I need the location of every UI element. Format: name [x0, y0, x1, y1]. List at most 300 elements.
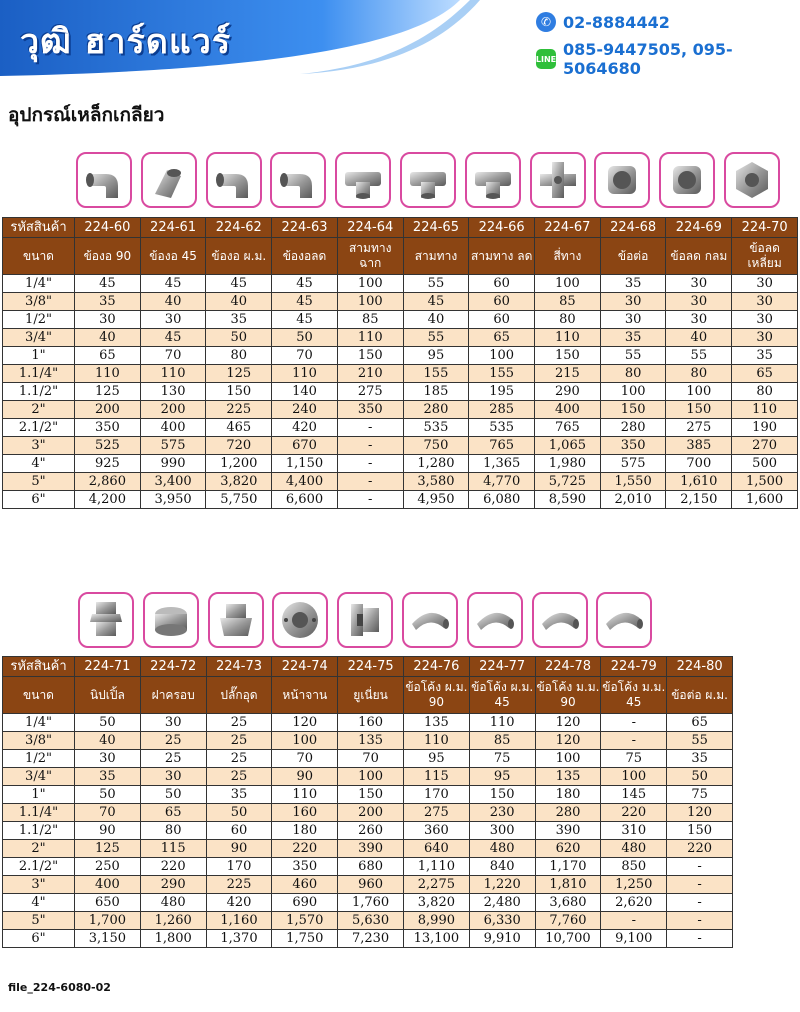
price-cell: 260 [338, 822, 404, 840]
price-cell: - [667, 876, 733, 894]
price-cell: 5,725 [535, 473, 601, 491]
price-cell: 45 [272, 311, 338, 329]
price-cell: 45 [140, 329, 206, 347]
product-code: 224-62 [206, 218, 272, 238]
price-cell: 420 [206, 894, 272, 912]
price-cell: 100 [535, 750, 601, 768]
price-cell: 110 [75, 365, 141, 383]
price-cell: 75 [601, 750, 667, 768]
price-cell: 65 [732, 365, 798, 383]
price-cell: 35 [75, 293, 141, 311]
price-cell: 500 [732, 455, 798, 473]
product-name: สามทาง [403, 238, 469, 275]
price-cell: 25 [140, 750, 206, 768]
price-cell: 120 [535, 714, 601, 732]
size-cell: 5" [3, 473, 75, 491]
product-code: 224-70 [732, 218, 798, 238]
product-name: ข้องอลด [272, 238, 338, 275]
price-cell: 9,910 [469, 930, 535, 948]
product-thumbnails-row-1 [76, 152, 789, 208]
table-row [3, 732, 733, 750]
product-code: 224-80 [667, 657, 733, 677]
table-row [3, 401, 798, 419]
price-cell: 3,950 [140, 491, 206, 509]
product-code: 224-63 [272, 218, 338, 238]
table-row [3, 822, 733, 840]
price-cell: 230 [469, 804, 535, 822]
price-cell: 4,770 [469, 473, 535, 491]
price-cell: 390 [338, 840, 404, 858]
price-cell: 85 [535, 293, 601, 311]
price-cell: 100 [469, 347, 535, 365]
price-cell: - [667, 930, 733, 948]
price-cell: - [337, 437, 403, 455]
product-code: 224-60 [75, 218, 141, 238]
product-thumbnails-row-2 [78, 592, 661, 648]
price-cell: 5,750 [206, 491, 272, 509]
price-cell: 1,980 [535, 455, 601, 473]
price-cell: 85 [469, 732, 535, 750]
size-cell: 2.1/2" [3, 419, 75, 437]
price-cell: 55 [600, 347, 666, 365]
product-name: ข้อลด เหลี่ยม [732, 238, 798, 275]
price-cell: 40 [75, 732, 141, 750]
price-cell: 1,800 [140, 930, 206, 948]
price-cell: 95 [403, 750, 469, 768]
price-cell: 8,990 [403, 912, 469, 930]
price-cell: 275 [666, 419, 732, 437]
price-cell: 350 [272, 858, 338, 876]
table-row [3, 293, 798, 311]
price-cell: 400 [75, 876, 141, 894]
price-cell: 100 [338, 768, 404, 786]
price-cell: 80 [535, 311, 601, 329]
price-cell: 280 [403, 401, 469, 419]
price-cell: 100 [272, 732, 338, 750]
size-cell: 3" [3, 876, 75, 894]
price-cell: 195 [469, 383, 535, 401]
price-cell: 225 [206, 876, 272, 894]
price-cell: 110 [535, 329, 601, 347]
price-cell: 30 [75, 311, 141, 329]
price-cell: 6,330 [469, 912, 535, 930]
price-cell: 140 [272, 383, 338, 401]
size-cell: 1/4" [3, 714, 75, 732]
size-cell: 2" [3, 401, 75, 419]
hex-bushing-fitting-icon [724, 152, 780, 208]
price-cell: 1,150 [272, 455, 338, 473]
price-cell: 150 [338, 786, 404, 804]
price-cell: 5,630 [338, 912, 404, 930]
price-cell: 200 [338, 804, 404, 822]
price-cell: 30 [666, 311, 732, 329]
price-cell: 60 [469, 275, 535, 293]
product-name: ข้อต่อ [600, 238, 666, 275]
price-cell: 480 [601, 840, 667, 858]
size-label: ขนาด [3, 238, 75, 275]
product-name-row [3, 238, 798, 275]
price-cell: 70 [140, 347, 206, 365]
price-cell: - [667, 858, 733, 876]
price-cell: 95 [403, 347, 469, 365]
size-label: ขนาด [3, 677, 75, 714]
price-cell: 220 [140, 858, 206, 876]
table-row [3, 437, 798, 455]
price-cell: 620 [535, 840, 601, 858]
product-code-label: รหัสสินค้า [3, 218, 75, 238]
product-name: ยูเนี่ยน [338, 677, 404, 714]
size-cell: 4" [3, 455, 75, 473]
price-cell: 80 [140, 822, 206, 840]
price-cell: 290 [535, 383, 601, 401]
table-row [3, 768, 733, 786]
price-cell: 65 [469, 329, 535, 347]
price-cell: 525 [75, 437, 141, 455]
price-cell: 120 [272, 714, 338, 732]
price-cell: 1,200 [206, 455, 272, 473]
product-code: 224-61 [140, 218, 206, 238]
price-cell: 110 [272, 365, 338, 383]
price-cell: 35 [75, 768, 141, 786]
table-row [3, 930, 733, 948]
price-cell: 840 [469, 858, 535, 876]
price-cell: 100 [337, 275, 403, 293]
price-cell: 390 [535, 822, 601, 840]
price-cell: - [337, 455, 403, 473]
price-cell: - [337, 419, 403, 437]
table-row [3, 894, 733, 912]
price-cell: 1,170 [535, 858, 601, 876]
price-cell: 170 [206, 858, 272, 876]
file-reference: file_224-6080-02 [8, 981, 111, 994]
price-cell: 280 [535, 804, 601, 822]
elbow-45-fitting-icon [141, 152, 197, 208]
price-cell: 575 [140, 437, 206, 455]
bend-45-fitting-icon [596, 592, 652, 648]
bend-90-fitting-icon [402, 592, 458, 648]
flange-fitting-icon [272, 592, 328, 648]
price-cell: 75 [469, 750, 535, 768]
price-cell: 35 [732, 347, 798, 365]
price-cell: 200 [75, 401, 141, 419]
price-cell: 1,065 [535, 437, 601, 455]
price-cell: 4,200 [75, 491, 141, 509]
price-cell: 460 [272, 876, 338, 894]
size-cell: 2" [3, 840, 75, 858]
price-cell: 30 [600, 293, 666, 311]
table-row [3, 750, 733, 768]
table-row [3, 419, 798, 437]
price-cell: 120 [667, 804, 733, 822]
price-cell: 2,150 [666, 491, 732, 509]
product-name: ข้อโค้ง ผ.ม. 90 [403, 677, 469, 714]
product-name: สามทาง ลด [469, 238, 535, 275]
price-cell: 2,275 [403, 876, 469, 894]
price-cell: 45 [140, 275, 206, 293]
price-cell: 25 [206, 750, 272, 768]
price-cell: 160 [338, 714, 404, 732]
price-cell: - [337, 491, 403, 509]
price-cell: 30 [600, 311, 666, 329]
price-cell: 1,370 [206, 930, 272, 948]
product-code: 224-76 [403, 657, 469, 677]
table-row [3, 858, 733, 876]
price-cell: 60 [469, 311, 535, 329]
price-cell: 3,580 [403, 473, 469, 491]
price-cell: 220 [272, 840, 338, 858]
price-cell: 135 [403, 714, 469, 732]
price-cell: 1,160 [206, 912, 272, 930]
reducing-socket-fitting-icon [659, 152, 715, 208]
price-cell: 50 [206, 804, 272, 822]
price-cell: 135 [535, 768, 601, 786]
price-cell: 1,260 [140, 912, 206, 930]
price-cell: 30 [732, 329, 798, 347]
price-cell: 1,250 [601, 876, 667, 894]
product-name-row [3, 677, 733, 714]
size-cell: 3/4" [3, 768, 75, 786]
line-app-icon: LINE [536, 49, 556, 69]
price-cell: 960 [338, 876, 404, 894]
product-name: ปลั๊กอุด [206, 677, 272, 714]
price-cell: 310 [601, 822, 667, 840]
product-name: ข้อลด กลม [666, 238, 732, 275]
size-cell: 1" [3, 347, 75, 365]
product-name: ข้อโค้ง ม.ม. 90 [535, 677, 601, 714]
size-cell: 1" [3, 786, 75, 804]
price-cell: 120 [535, 732, 601, 750]
price-cell: 30 [140, 714, 206, 732]
price-cell: 40 [75, 329, 141, 347]
street-elbow-fitting-icon [206, 152, 262, 208]
price-cell: 80 [732, 383, 798, 401]
price-cell: 1,365 [469, 455, 535, 473]
price-cell: 55 [403, 329, 469, 347]
price-cell: 45 [272, 293, 338, 311]
price-cell: 150 [206, 383, 272, 401]
elbow-90-fitting-icon [76, 152, 132, 208]
table-row [3, 383, 798, 401]
price-cell: 465 [206, 419, 272, 437]
price-cell: 210 [337, 365, 403, 383]
price-cell: 155 [469, 365, 535, 383]
price-cell: 990 [140, 455, 206, 473]
product-name: ข้อโค้ง ม.ม. 45 [601, 677, 667, 714]
size-cell: 1.1/4" [3, 365, 75, 383]
tee-fitting-icon [335, 152, 391, 208]
price-cell: 3,820 [403, 894, 469, 912]
price-cell: 80 [206, 347, 272, 365]
price-cell: 150 [600, 401, 666, 419]
price-cell: 110 [337, 329, 403, 347]
table-row [3, 455, 798, 473]
price-cell: 110 [403, 732, 469, 750]
product-code-label: รหัสสินค้า [3, 657, 75, 677]
price-cell: 130 [140, 383, 206, 401]
price-cell: 1,700 [75, 912, 141, 930]
price-cell: 35 [667, 750, 733, 768]
price-cell: 250 [75, 858, 141, 876]
price-cell: 150 [337, 347, 403, 365]
price-cell: 50 [667, 768, 733, 786]
price-cell: 50 [75, 786, 141, 804]
price-cell: 2,860 [75, 473, 141, 491]
table-row [3, 329, 798, 347]
phone-contact[interactable] [536, 12, 670, 32]
product-code: 224-78 [535, 657, 601, 677]
reducing-elbow-fitting-icon [270, 152, 326, 208]
price-table-1 [2, 217, 798, 509]
price-cell: 40 [206, 293, 272, 311]
section-title: อุปกรณ์เหล็กเกลียว [8, 104, 165, 126]
product-name: ข้องอ ผ.ม. [206, 238, 272, 275]
price-cell: 115 [140, 840, 206, 858]
product-code: 224-79 [601, 657, 667, 677]
price-cell: 25 [140, 732, 206, 750]
price-cell: 1,550 [600, 473, 666, 491]
price-cell: 1,750 [272, 930, 338, 948]
price-cell: 185 [403, 383, 469, 401]
price-cell: 350 [337, 401, 403, 419]
price-cell: 100 [600, 383, 666, 401]
table-row [3, 473, 798, 491]
price-cell: 160 [272, 804, 338, 822]
price-cell: 150 [667, 822, 733, 840]
price-cell: 700 [666, 455, 732, 473]
price-cell: 65 [140, 804, 206, 822]
price-cell: 1,760 [338, 894, 404, 912]
price-cell: 30 [732, 293, 798, 311]
product-name: ข้องอ 45 [140, 238, 206, 275]
size-cell: 3/8" [3, 293, 75, 311]
product-name: ฝาครอบ [140, 677, 206, 714]
price-cell: 25 [206, 768, 272, 786]
price-cell: 2,480 [469, 894, 535, 912]
price-cell: 750 [403, 437, 469, 455]
price-cell: 1,600 [732, 491, 798, 509]
size-cell: 1.1/4" [3, 804, 75, 822]
price-cell: 55 [666, 347, 732, 365]
price-cell: - [601, 912, 667, 930]
page-header [0, 0, 800, 80]
price-cell: 385 [666, 437, 732, 455]
price-cell: 135 [338, 732, 404, 750]
size-cell: 1.1/2" [3, 383, 75, 401]
table-row [3, 347, 798, 365]
price-cell: 60 [206, 822, 272, 840]
size-cell: 6" [3, 930, 75, 948]
size-cell: 3/8" [3, 732, 75, 750]
price-cell: 50 [75, 714, 141, 732]
product-code: 224-66 [469, 218, 535, 238]
price-cell: 50 [140, 786, 206, 804]
price-cell: 45 [206, 275, 272, 293]
price-cell: 3,400 [140, 473, 206, 491]
line-contact[interactable] [536, 40, 800, 78]
price-cell: 40 [403, 311, 469, 329]
price-cell: 125 [75, 840, 141, 858]
size-cell: 1.1/2" [3, 822, 75, 840]
price-cell: 225 [206, 401, 272, 419]
bend-90-fitting-icon [532, 592, 588, 648]
price-cell: 275 [403, 804, 469, 822]
product-code: 224-67 [535, 218, 601, 238]
price-cell: 100 [337, 293, 403, 311]
price-cell: 190 [732, 419, 798, 437]
price-cell: 10,700 [535, 930, 601, 948]
size-cell: 6" [3, 491, 75, 509]
product-name: ข้อต่อ ผ.ม. [667, 677, 733, 714]
price-cell: 4,950 [403, 491, 469, 509]
price-cell: 65 [75, 347, 141, 365]
price-cell: 150 [535, 347, 601, 365]
price-cell: 145 [601, 786, 667, 804]
price-cell: 360 [403, 822, 469, 840]
price-cell: 70 [338, 750, 404, 768]
price-cell: 290 [140, 876, 206, 894]
price-cell: 40 [666, 329, 732, 347]
product-code: 224-73 [206, 657, 272, 677]
price-cell: 180 [272, 822, 338, 840]
price-cell: 690 [272, 894, 338, 912]
price-cell: 280 [600, 419, 666, 437]
price-cell: 535 [469, 419, 535, 437]
price-cell: 680 [338, 858, 404, 876]
price-cell: 35 [600, 275, 666, 293]
price-cell: 6,600 [272, 491, 338, 509]
product-code-row [3, 657, 733, 677]
price-cell: 240 [272, 401, 338, 419]
price-cell: 70 [75, 804, 141, 822]
size-cell: 3/4" [3, 329, 75, 347]
size-cell: 1/4" [3, 275, 75, 293]
cross-fitting-icon [530, 152, 586, 208]
price-cell: 400 [140, 419, 206, 437]
phone-number: 02-8884442 [563, 12, 670, 32]
price-cell: - [667, 912, 733, 930]
price-cell: - [337, 473, 403, 491]
price-cell: 400 [535, 401, 601, 419]
price-cell: 275 [337, 383, 403, 401]
table-row [3, 840, 733, 858]
table-row [3, 786, 733, 804]
price-cell: 30 [666, 275, 732, 293]
price-cell: 670 [272, 437, 338, 455]
price-cell: 90 [206, 840, 272, 858]
price-cell: 115 [403, 768, 469, 786]
table-row [3, 365, 798, 383]
price-cell: 100 [666, 383, 732, 401]
size-cell: 5" [3, 912, 75, 930]
price-cell: 3,680 [535, 894, 601, 912]
product-code: 224-75 [338, 657, 404, 677]
product-code: 224-77 [469, 657, 535, 677]
price-cell: 90 [272, 768, 338, 786]
mobile-numbers: 085-9447505, 095-5064680 [563, 40, 733, 78]
price-cell: 110 [469, 714, 535, 732]
price-cell: 150 [666, 401, 732, 419]
price-cell: 80 [600, 365, 666, 383]
price-cell: 30 [732, 311, 798, 329]
table-row [3, 275, 798, 293]
size-cell: 1/2" [3, 750, 75, 768]
price-cell: 30 [140, 311, 206, 329]
price-cell: 75 [667, 786, 733, 804]
price-cell: 765 [469, 437, 535, 455]
price-cell: 1,810 [535, 876, 601, 894]
price-cell: 350 [75, 419, 141, 437]
table-row [3, 912, 733, 930]
